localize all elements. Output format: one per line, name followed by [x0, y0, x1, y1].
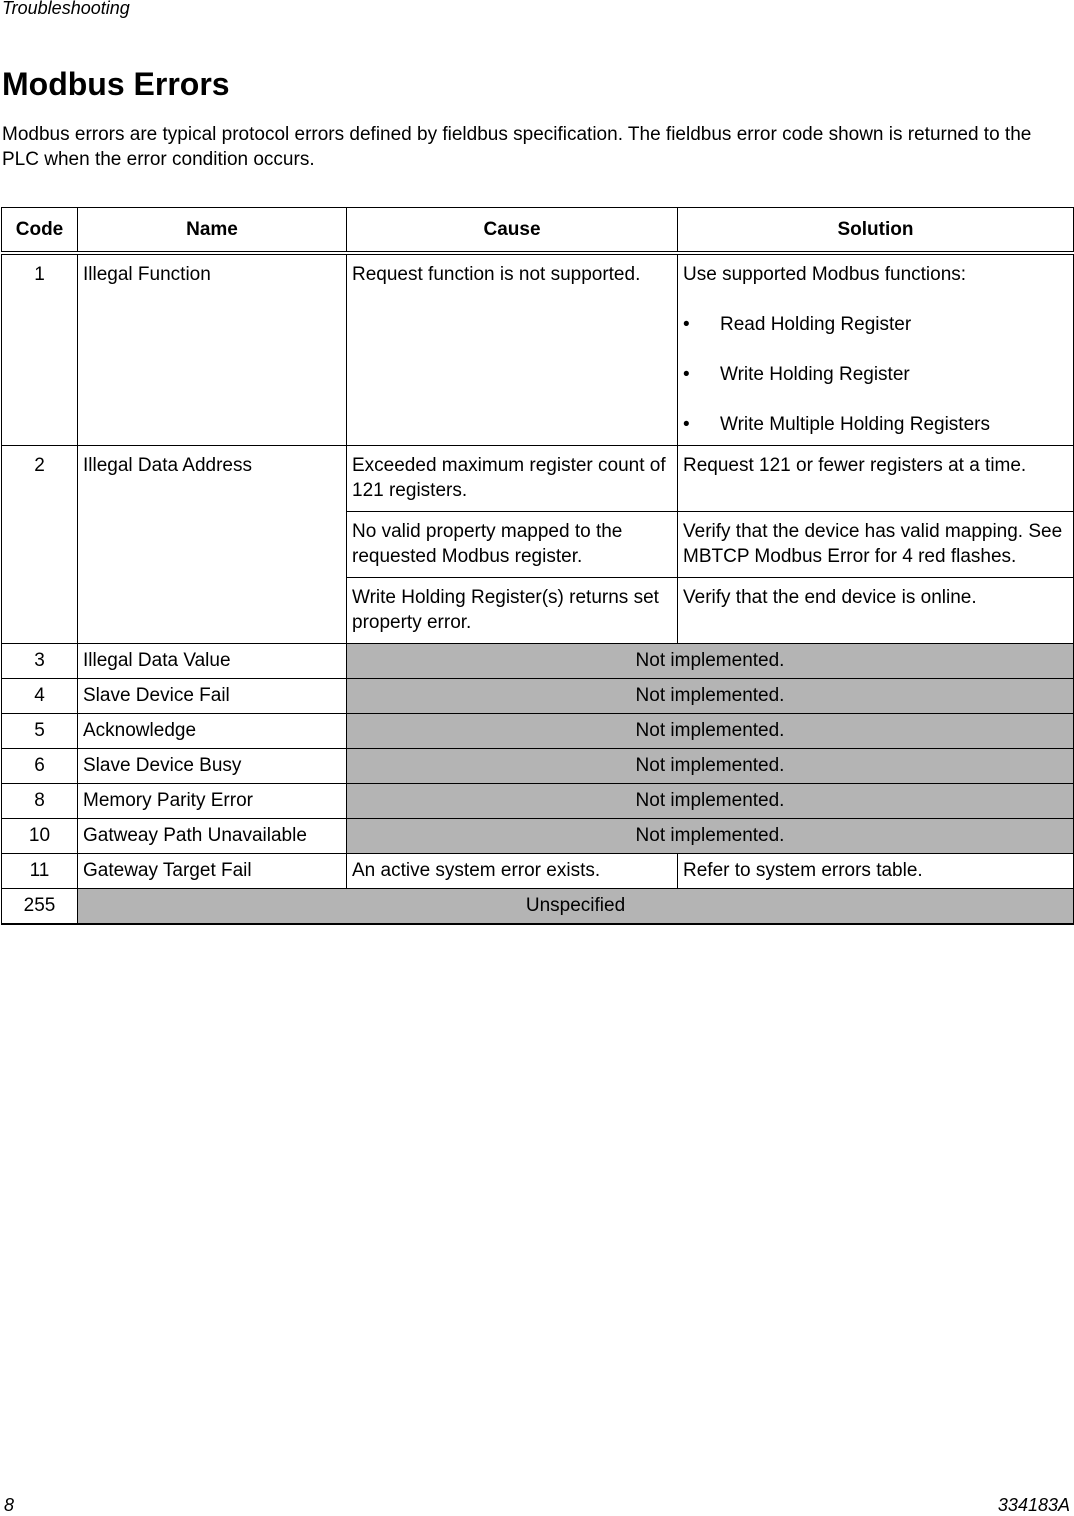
bullet-glyph: •: [683, 313, 690, 335]
code-cell: 1: [2, 253, 78, 446]
table-row: [2, 853, 1074, 888]
name-cell: Illegal Function: [78, 253, 347, 446]
column-header-name: Name: [78, 208, 347, 253]
name-cell: Gatweay Path Unavailable: [78, 818, 347, 853]
table-row: [2, 818, 1074, 853]
not-implemented-cell: Not implemented.: [347, 818, 1074, 853]
page-title: Modbus Errors: [2, 66, 230, 102]
list-item: • Read Holding Register: [683, 313, 912, 335]
page-number: 8: [4, 1495, 15, 1515]
table-row: [2, 643, 1074, 678]
table-row: [2, 445, 1074, 511]
document-number: 334183A: [997, 1495, 1070, 1515]
column-header-solution: Solution: [678, 208, 1074, 253]
running-header: Troubleshooting: [2, 0, 130, 18]
cause-cell: Exceeded maximum register count of 121 registers.: [347, 445, 678, 511]
name-cell: Memory Parity Error: [78, 783, 347, 818]
code-cell: 2: [2, 445, 78, 643]
list-item: • Write Holding Register: [683, 363, 910, 385]
code-cell: 6: [2, 748, 78, 783]
cause-cell: Write Holding Register(s) returns set property error.: [347, 577, 678, 643]
code-cell: 3: [2, 643, 78, 678]
table-row: [2, 253, 1074, 446]
name-cell: Slave Device Busy: [78, 748, 347, 783]
table-row: [2, 783, 1074, 818]
table-row: [2, 678, 1074, 713]
code-cell: 8: [2, 783, 78, 818]
not-implemented-cell: Not implemented.: [347, 748, 1074, 783]
table-row: [2, 748, 1074, 783]
table-row: [2, 888, 1074, 924]
table-row: [2, 713, 1074, 748]
code-cell: 4: [2, 678, 78, 713]
supported-functions-list: [683, 312, 1068, 437]
code-cell: 255: [2, 888, 78, 924]
solution-text: Use supported Modbus functions:: [683, 263, 967, 285]
name-cell: Gateway Target Fail: [78, 853, 347, 888]
not-implemented-cell: Not implemented.: [347, 678, 1074, 713]
solution-cell: [678, 253, 1074, 446]
cause-cell: No valid property mapped to the requested Modbus register.: [347, 511, 678, 577]
bullet-glyph: •: [683, 363, 690, 385]
intro-paragraph: Modbus errors are typical protocol errors defined by fieldbus specification. The fieldbus error code shown is returned to the PLC when the error condition occurs.: [2, 124, 1032, 170]
solution-cell: Refer to system errors table.: [678, 853, 1074, 888]
column-header-code: Code: [2, 208, 78, 253]
code-cell: 11: [2, 853, 78, 888]
table-header-row: [2, 208, 1074, 253]
column-header-cause: Cause: [347, 208, 678, 253]
unspecified-cell: Unspecified: [78, 888, 1074, 924]
name-cell: Illegal Data Value: [78, 643, 347, 678]
bullet-glyph: •: [683, 413, 690, 435]
not-implemented-cell: Not implemented.: [347, 643, 1074, 678]
name-cell: Slave Device Fail: [78, 678, 347, 713]
solution-cell: Verify that the device has valid mapping. See MBTCP Modbus Error for 4 red flashes.: [678, 511, 1074, 577]
code-cell: 5: [2, 713, 78, 748]
not-implemented-cell: Not implemented.: [347, 713, 1074, 748]
name-cell: Illegal Data Address: [78, 445, 347, 643]
code-cell: 10: [2, 818, 78, 853]
modbus-errors-table: [1, 207, 1074, 925]
solution-cell: Request 121 or fewer registers at a time.: [678, 445, 1074, 511]
solution-cell: Verify that the end device is online.: [678, 577, 1074, 643]
cause-cell: Request function is not supported.: [347, 253, 678, 446]
not-implemented-cell: Not implemented.: [347, 783, 1074, 818]
list-item: • Write Multiple Holding Registers: [683, 413, 990, 435]
cause-cell: An active system error exists.: [347, 853, 678, 888]
name-cell: Acknowledge: [78, 713, 347, 748]
